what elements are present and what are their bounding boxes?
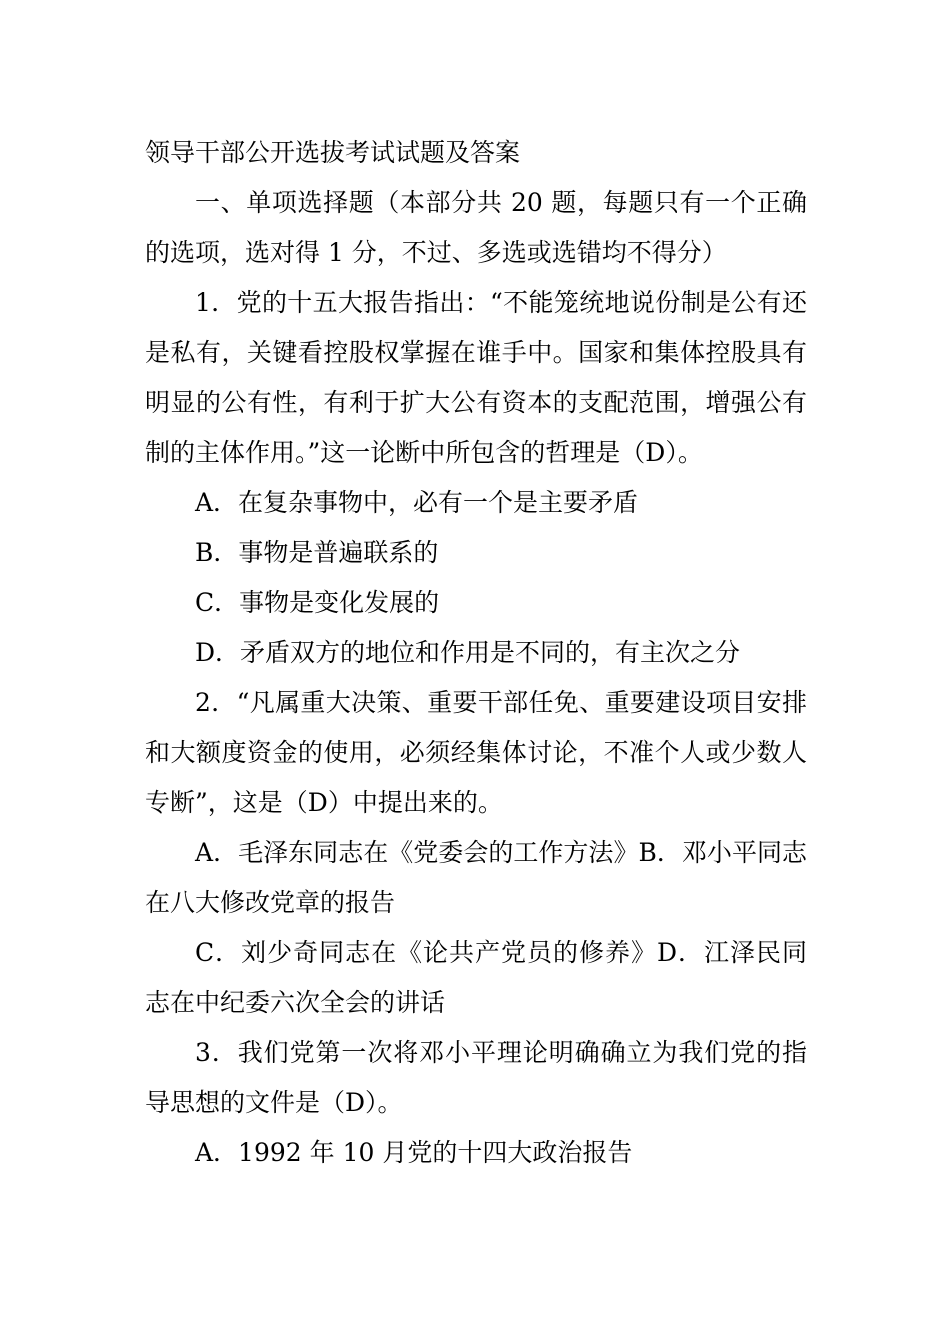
- section-heading: 一、单项选择题（本部分共 20 题，每题只有一个正确的选项，选对得 1 分，不过、多选或选错均不得分）: [145, 188, 807, 267]
- document-body: [145, 128, 807, 1178]
- document-title: 领导干部公开选拔考试试题及答案: [145, 138, 521, 167]
- question-1-option-c: C．事物是变化发展的: [195, 588, 440, 617]
- question-1-option-b: B．事物是普遍联系的: [195, 538, 439, 567]
- question-3: 3．我们党第一次将邓小平理论明确确立为我们党的指导思想的文件是（D）。: [145, 1038, 807, 1117]
- question-2-options-ab: A．毛泽东同志在《党委会的工作方法》B．邓小平同志在八大修改党章的报告: [145, 838, 807, 917]
- question-1: 1．党的十五大报告指出：“不能笼统地说份制是公有还是私有，关键看控股权掌握在谁手中。国家和集体控股具有明显的公有性，有利于扩大公有资本的支配范围，增强公有制的主体作用。”这一论断中所包含的哲理是（D）。: [145, 288, 807, 467]
- question-1-option-a: A．在复杂事物中，必有一个是主要矛盾: [195, 488, 639, 517]
- question-2-options-cd: C．刘少奇同志在《论共产党员的修养》D．江泽民同志在中纪委六次全会的讲话: [145, 938, 807, 1017]
- question-2: 2．“凡属重大决策、重要干部任免、重要建设项目安排和大额度资金的使用，必须经集体讨论，不准个人或少数人专断”，这是（D）中提出来的。: [145, 688, 807, 817]
- question-1-option-d: D．矛盾双方的地位和作用是不同的，有主次之分: [195, 638, 741, 667]
- question-3-option-a: A．1992 年 10 月党的十四大政治报告: [195, 1138, 633, 1167]
